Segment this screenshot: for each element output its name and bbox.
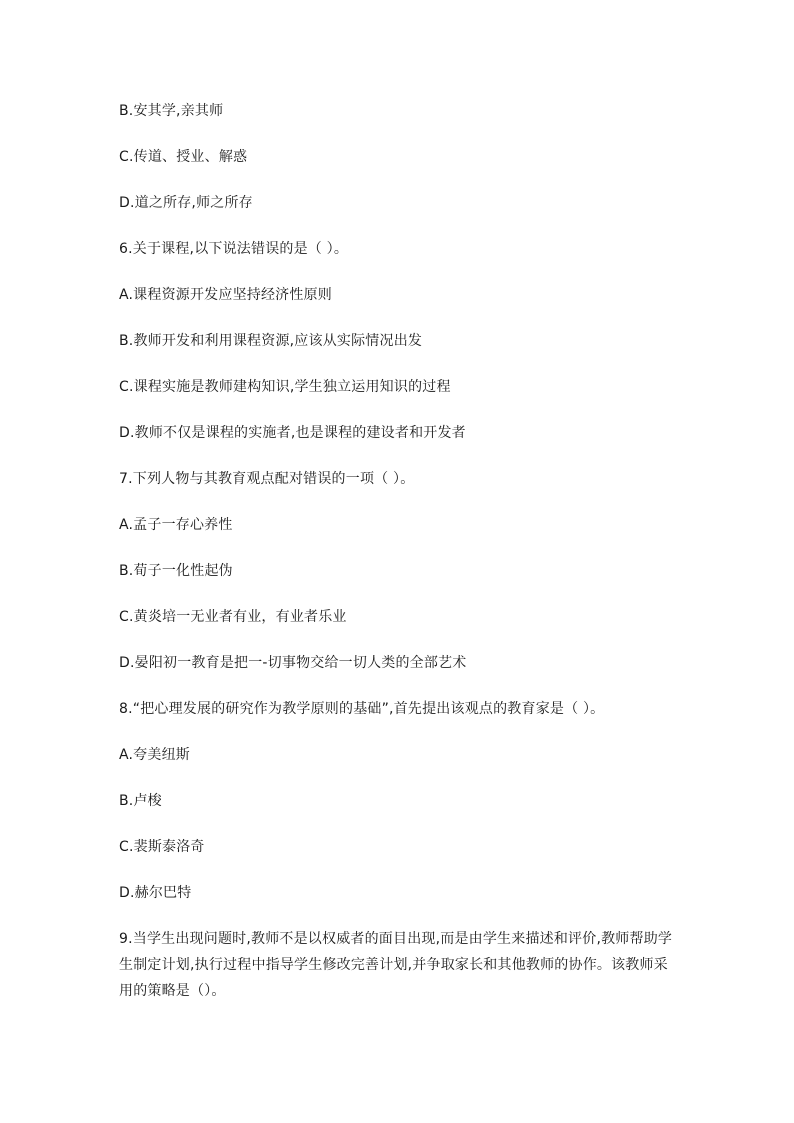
option-8d: D.赫尔巴特 (119, 885, 192, 901)
option-8b: B.卢梭 (119, 793, 162, 809)
question-8: 8.“把心理发展的研究作为教学原则的基础”,首先提出该观点的教育家是（ ）。 (119, 701, 605, 717)
option-8c: C.裴斯泰洛奇 (119, 839, 205, 855)
option-6b: B.教师开发和利用课程资源,应该从实际情况出发 (119, 333, 423, 349)
question-6: 6.关于课程,以下说法错误的是（ ）。 (119, 241, 349, 257)
option-8a: A.夸美纽斯 (119, 747, 190, 763)
option-7d: D.晏阳初一教育是把一-切事物交给一切人类的全部艺术 (119, 655, 467, 671)
question-9 (119, 926, 679, 1004)
option-6c: C.课程实施是教师建构知识,学生独立运用知识的过程 (119, 379, 451, 395)
question-9-line-3: 用的策略是（）。 (119, 983, 226, 999)
option-7a: A.孟子一存心养性 (119, 517, 233, 533)
option-5d: D.道之所存,师之所存 (119, 195, 253, 211)
option-5b: B.安其学,亲其师 (119, 103, 224, 119)
option-7c: C.黄炎培一无业者有业，有业者乐业 (119, 609, 347, 625)
option-7b: B.荀子一化性起伪 (119, 563, 233, 579)
option-6a: A.课程资源开发应坚持经济性原则 (119, 287, 332, 303)
option-6d: D.教师不仅是课程的实施者,也是课程的建设者和开发者 (119, 425, 466, 441)
question-7: 7.下列人物与其教育观点配对错误的一项（ ）。 (119, 471, 415, 487)
question-9-line-2: 生制定计划,执行过程中指导学生修改完善计划,并争取家长和其他教师的协作。该教师采 (119, 957, 668, 973)
option-5c: C.传道、授业、解惑 (119, 149, 248, 165)
question-9-line-1: 9.当学生出现问题时,教师不是以权威者的面目出现,而是由学生来描述和评价,教师帮助学 (119, 931, 673, 947)
